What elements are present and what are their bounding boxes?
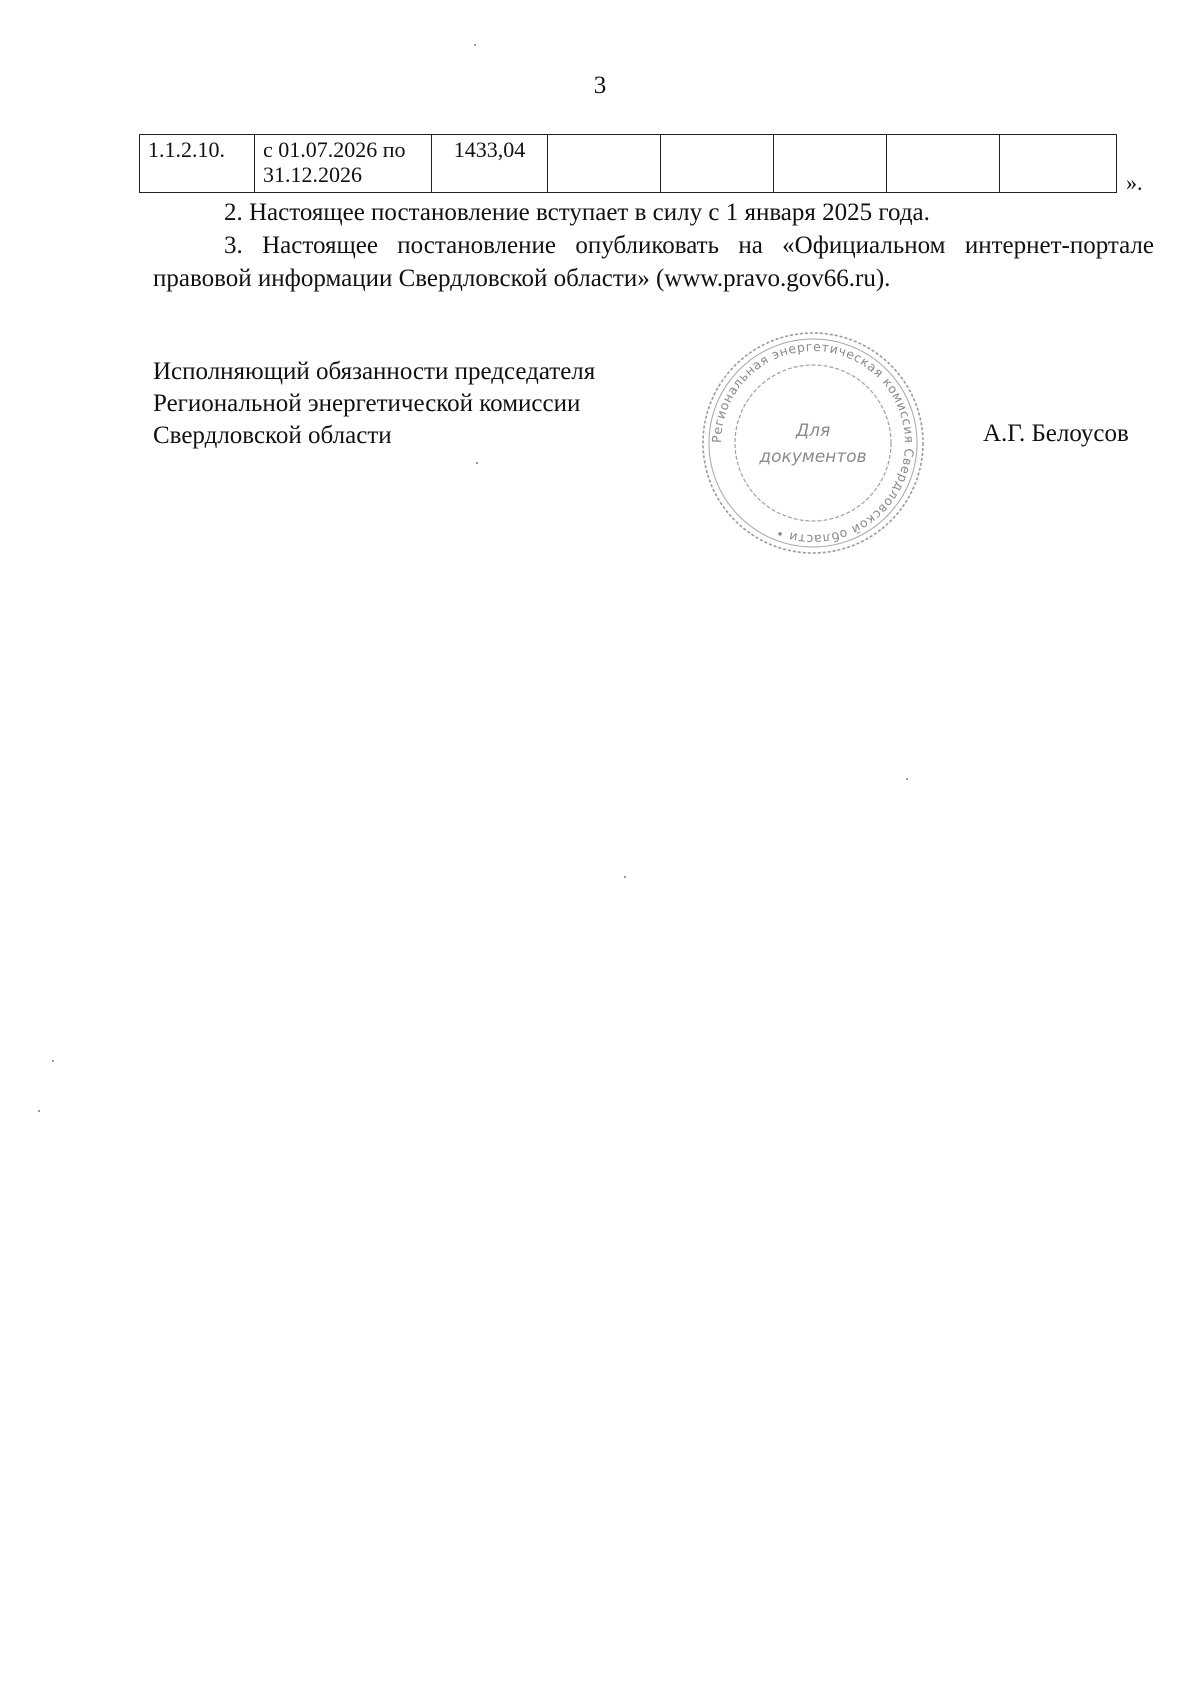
- signer-position-line: Исполняющий обязанности председателя: [153, 358, 596, 385]
- period-end: 31.12.2026: [263, 162, 362, 187]
- signer-position-line: Свердловской области: [153, 422, 392, 449]
- scan-speck: [52, 1060, 54, 1062]
- scan-speck: [476, 462, 478, 464]
- signer-position: [153, 356, 595, 452]
- signer-position-line: Региональной энергетической комиссии: [153, 390, 581, 417]
- official-seal-stamp: [698, 328, 928, 558]
- value-cell: 1433,04: [432, 135, 548, 193]
- stamp-ring-text: Региональная энергетическая комиссия Свердловской области •: [708, 338, 918, 548]
- empty-cell: [548, 135, 661, 193]
- table-row: [140, 135, 1117, 193]
- scan-speck: [474, 44, 476, 46]
- signer-name: А.Г. Белоусов: [983, 420, 1129, 447]
- empty-cell: [887, 135, 1000, 193]
- row-number-cell: 1.1.2.10.: [140, 135, 255, 193]
- paragraph-publication: 3. Настоящее постановление опубликовать на «Официальном интернет-портале правовой информации Свердловской области» (www.pravo.gov66.ru).: [153, 232, 1154, 292]
- scan-speck: [38, 1110, 40, 1112]
- empty-cell: [774, 135, 887, 193]
- empty-cell: [661, 135, 774, 193]
- closing-quote: ».: [1126, 170, 1143, 195]
- empty-cell: [1000, 135, 1117, 193]
- page-number: 3: [593, 72, 607, 99]
- period-start: с 01.07.2026 по: [263, 137, 406, 162]
- scan-speck: [624, 876, 626, 878]
- stamp-center-line: Для: [795, 421, 831, 441]
- tariff-table: [139, 134, 1117, 193]
- scan-speck: [906, 778, 908, 780]
- paragraph-effective-date: 2. Настоящее постановление вступает в силу с 1 января 2025 года.: [224, 199, 930, 226]
- stamp-center-line: документов: [759, 447, 867, 467]
- period-cell: [255, 135, 432, 193]
